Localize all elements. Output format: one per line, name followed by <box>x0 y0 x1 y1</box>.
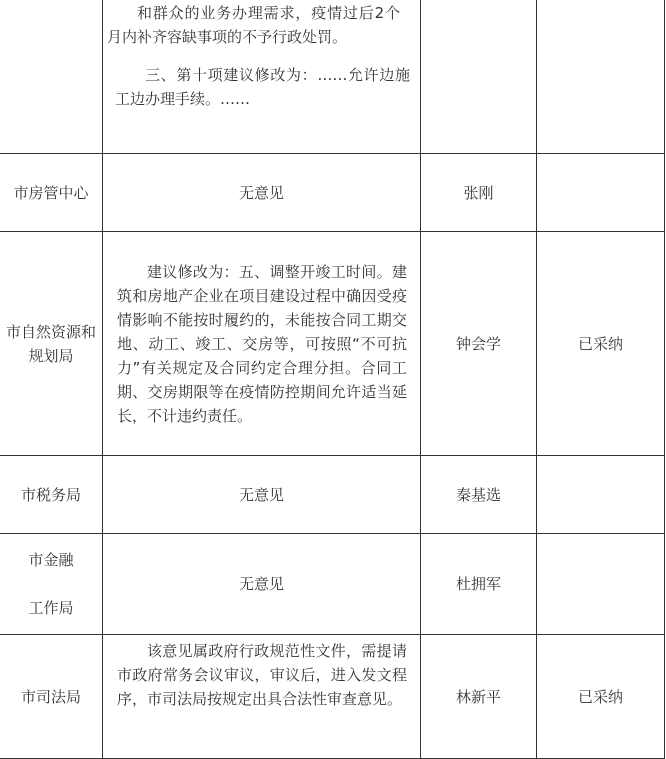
content-text: 建议修改为：五、调整开竣工时间。建筑和房地产企业在项目建设过程中确因受疫情影响不能按时履约的，未能按合同工期交地、动工、竣工、交房等，可按照“不可抗力”有关规定及合同约定合理分担。合同工期、交房期限等在疫情防控期间允许适当延长，不计违约责任。 <box>117 262 407 425</box>
status-cell <box>537 456 665 534</box>
dept-cell: 市税务局 <box>0 456 103 534</box>
person-cell: 张刚 <box>421 154 537 232</box>
status-cell: 已采纳 <box>537 232 665 456</box>
table-row <box>0 0 665 154</box>
dept-cell <box>0 232 103 456</box>
content-cell <box>103 635 421 759</box>
dept-line: 市金融 <box>28 551 74 569</box>
person-cell: 林新平 <box>421 635 537 759</box>
table-row <box>0 232 665 456</box>
content-cell <box>103 0 421 154</box>
table-row <box>0 534 665 635</box>
content-cell: 无意见 <box>103 534 421 635</box>
content-cell: 无意见 <box>103 154 421 232</box>
person-cell <box>421 0 537 154</box>
dept-text: 市自然资源和规划局 <box>6 322 97 365</box>
status-cell <box>537 154 665 232</box>
status-cell <box>537 534 665 635</box>
status-cell: 已采纳 <box>537 635 665 759</box>
table-row <box>0 635 665 759</box>
content-cell <box>103 232 421 456</box>
dept-cell: 市司法局 <box>0 635 103 759</box>
dept-line: 工作局 <box>28 599 74 617</box>
content-text: 和群众的业务办理需求，疫情过后2个月内补齐容缺事项的不予行政处罚。 <box>107 4 400 46</box>
person-cell: 钟会学 <box>421 232 537 456</box>
dept-cell <box>0 0 103 154</box>
table-row <box>0 154 665 232</box>
content-text: 三、第十项建议修改为：……允许边施工边办理手续。…… <box>115 66 410 108</box>
table-row <box>0 456 665 534</box>
content-cell: 无意见 <box>103 456 421 534</box>
person-cell: 杜拥军 <box>421 534 537 635</box>
status-cell <box>537 0 665 154</box>
dept-cell <box>0 534 103 635</box>
dept-cell: 市房管中心 <box>0 154 103 232</box>
content-text: 该意见属政府行政规范性文件，需提请市政府常务会议审议，审议后，进入发文程序，市司法局按规定出具合法性审查意见。 <box>117 642 407 708</box>
person-cell: 秦基选 <box>421 456 537 534</box>
